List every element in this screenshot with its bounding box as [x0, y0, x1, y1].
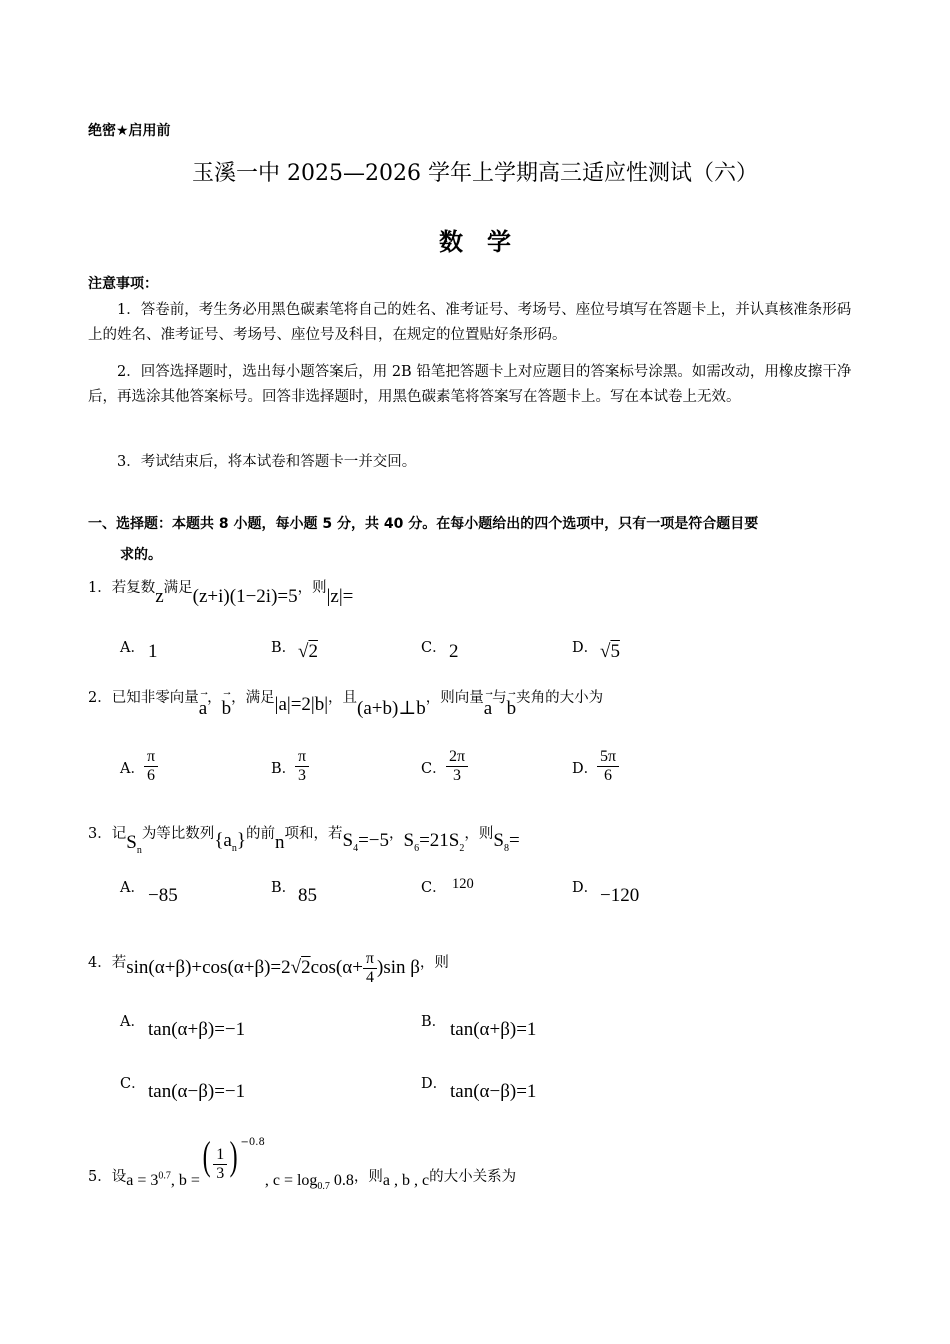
q3-option-b: B． — [271, 880, 297, 896]
question-5 — [88, 1128, 516, 1192]
notes-heading: 注意事项： — [88, 276, 158, 292]
q2-option-a: A． — [120, 761, 145, 777]
subject-title: 数 学 — [439, 228, 511, 256]
q2-text: ，则向量 — [425, 690, 484, 706]
q5-text: 设 — [111, 1169, 127, 1185]
q3-sequence: $\{a_n\}$ — [214, 830, 246, 854]
q2-option-a-value: $\frac{\pi}{6}$ — [144, 748, 158, 785]
q1-option-b: B． — [271, 640, 297, 656]
q4-option-b-value: tan(α+β)=1 — [450, 1019, 537, 1040]
q2-number: 2． — [88, 690, 112, 706]
exam-title: 玉溪一中 2025—2026 学年上学期高三适应性测试（六） — [192, 161, 758, 186]
q5-number: 5． — [88, 1169, 112, 1185]
q2-condition-1: |a|=2|b| — [274, 694, 329, 715]
question-1 — [88, 576, 353, 606]
q3-target: $S_8=$ — [493, 830, 520, 854]
q3-option-c-value: 120 — [452, 876, 474, 892]
q2-vector-a: → a — [199, 698, 207, 720]
q3-option-a: A． — [120, 880, 145, 896]
q2-text: 与 — [492, 690, 507, 706]
q4-option-a-value: tan(α+β)=−1 — [148, 1019, 246, 1040]
question-3 — [88, 822, 520, 856]
q3-sn: $S_n$ — [126, 832, 142, 856]
q1-text: 若复数 — [111, 580, 156, 596]
q3-text: ， — [389, 826, 404, 842]
secret-label: 绝密★启用前 — [88, 123, 171, 139]
q1-option-a: A． — [120, 640, 145, 656]
q5-paren-left: ( — [202, 1133, 211, 1178]
q3-text: 记 — [111, 826, 127, 842]
q2-option-d: D． — [572, 761, 599, 777]
q5-b-def: , b = — [170, 1172, 200, 1189]
q1-option-d-value: √5 — [600, 641, 620, 662]
q3-option-d-value: −120 — [600, 885, 640, 906]
q3-text: 为等比数列 — [141, 826, 215, 842]
q2-vector-a: → a — [484, 698, 492, 720]
q4-option-b: B． — [421, 1014, 447, 1030]
q2-option-b-value: $\frac{\pi}{3}$ — [295, 748, 309, 785]
q4-option-c-value: tan(α−β)=−1 — [148, 1081, 246, 1102]
q1-text: ，则 — [297, 580, 327, 596]
note-item-3: 3．考试结束后，将本试卷和答题卡一并交回。 — [117, 454, 417, 470]
q3-text: ，则 — [464, 826, 494, 842]
q2-text: 夹角的大小为 — [516, 690, 604, 706]
q2-text: ， — [207, 690, 222, 706]
q1-equation: (z+i)(1−2i)=5 — [192, 586, 298, 607]
q2-text: ，满足 — [231, 690, 275, 706]
q2-vector-b: → b — [507, 698, 517, 720]
q2-option-b: B． — [271, 761, 297, 777]
q4-equation-part1: sin(α+β)+cos(α+β)=2 — [126, 957, 291, 978]
q5-a-def: $a = 3^{0.7}$ — [126, 1170, 171, 1189]
q5-paren-right: ) — [229, 1133, 238, 1178]
q1-option-d: D． — [572, 640, 599, 656]
q5-fraction: $\frac{1}{3}$ — [213, 1146, 227, 1183]
note-item-2: 2．回答选择题时，选出每小题答案后，用 2B 铅笔把答题卡上对应题目的答案标号涂黑。如需改动，用橡皮擦干净后，再选涂其他答案标号。回答非选择题时，用黑色碳素笔将答案写在答题卡上。写在本试卷上无效。 — [88, 364, 852, 405]
q3-condition-1: $S_4=-5$ — [342, 830, 390, 854]
q4-option-d-value: tan(α−β)=1 — [450, 1081, 537, 1102]
q3-option-b-value: 85 — [298, 885, 317, 906]
q3-option-c: C． — [421, 880, 447, 896]
q3-text: 的前 — [246, 826, 275, 842]
q2-condition-2: (a+b)⊥b — [357, 698, 426, 719]
q1-option-c: C． — [421, 640, 447, 656]
q3-option-a-value: −85 — [148, 885, 178, 906]
q4-option-d: D． — [421, 1076, 448, 1092]
q3-var-n: n — [275, 832, 285, 853]
q1-text: 满足 — [163, 580, 193, 596]
q4-text: 若 — [111, 955, 127, 971]
q4-sqrt: √2 — [290, 957, 311, 978]
question-2 — [88, 685, 603, 719]
q4-equation-part2: cos(α+ — [310, 957, 363, 978]
q2-option-d-value: $\frac{5\pi}{6}$ — [597, 748, 619, 785]
q5-text: ，则 — [353, 1169, 383, 1185]
question-4 — [88, 940, 449, 990]
q2-vector-b: → b — [222, 698, 232, 720]
q4-text: ，则 — [419, 955, 449, 971]
q3-number: 3． — [88, 826, 112, 842]
q4-option-a: A． — [120, 1014, 145, 1030]
q2-text: 已知非零向量 — [111, 690, 199, 706]
q1-number: 1． — [88, 580, 112, 596]
q5-b-exponent: −0.8 — [240, 1136, 265, 1148]
q4-equation-part3: )sin β — [377, 957, 420, 978]
q4-fraction: $\frac{\pi}{4}$ — [363, 950, 377, 987]
note-item-1: 1．答卷前，考生务必用黑色碳素笔将自己的姓名、准考证号、考场号、座位号填写在答题卡上，并认真核准条形码上的姓名、准考证号、考场号、座位号及科目，在规定的位置贴好条形码。 — [88, 302, 852, 343]
q5-variables: a , b , c — [382, 1172, 430, 1189]
q1-option-b-value: √2 — [298, 641, 318, 662]
q5-text: 的大小关系为 — [429, 1169, 517, 1185]
q1-option-a-value: 1 — [148, 641, 158, 662]
q1-var-z: z — [155, 586, 164, 607]
q5-c-def: , $c = \log_{0.7} 0.8$ — [264, 1172, 354, 1193]
q1-option-c-value: 2 — [449, 641, 459, 662]
section-heading-line2: 求的。 — [120, 547, 162, 563]
q2-option-c-value: $\frac{2\pi}{3}$ — [446, 748, 468, 785]
q3-text: 项和，若 — [284, 826, 343, 842]
q3-option-d: D． — [572, 880, 599, 896]
q3-condition-2: $S_6=21S_2$ — [403, 830, 465, 854]
q2-option-c: C． — [421, 761, 447, 777]
q4-number: 4． — [88, 955, 112, 971]
q2-text: ，且 — [328, 690, 358, 706]
section-heading-line1: 一、选择题：本题共 8 小题，每小题 5 分，共 40 分。在每小题给出的四个选项中，只有一项是符合题目要 — [88, 516, 759, 532]
q1-target: |z|= — [326, 586, 354, 607]
q4-option-c: C． — [120, 1076, 146, 1092]
